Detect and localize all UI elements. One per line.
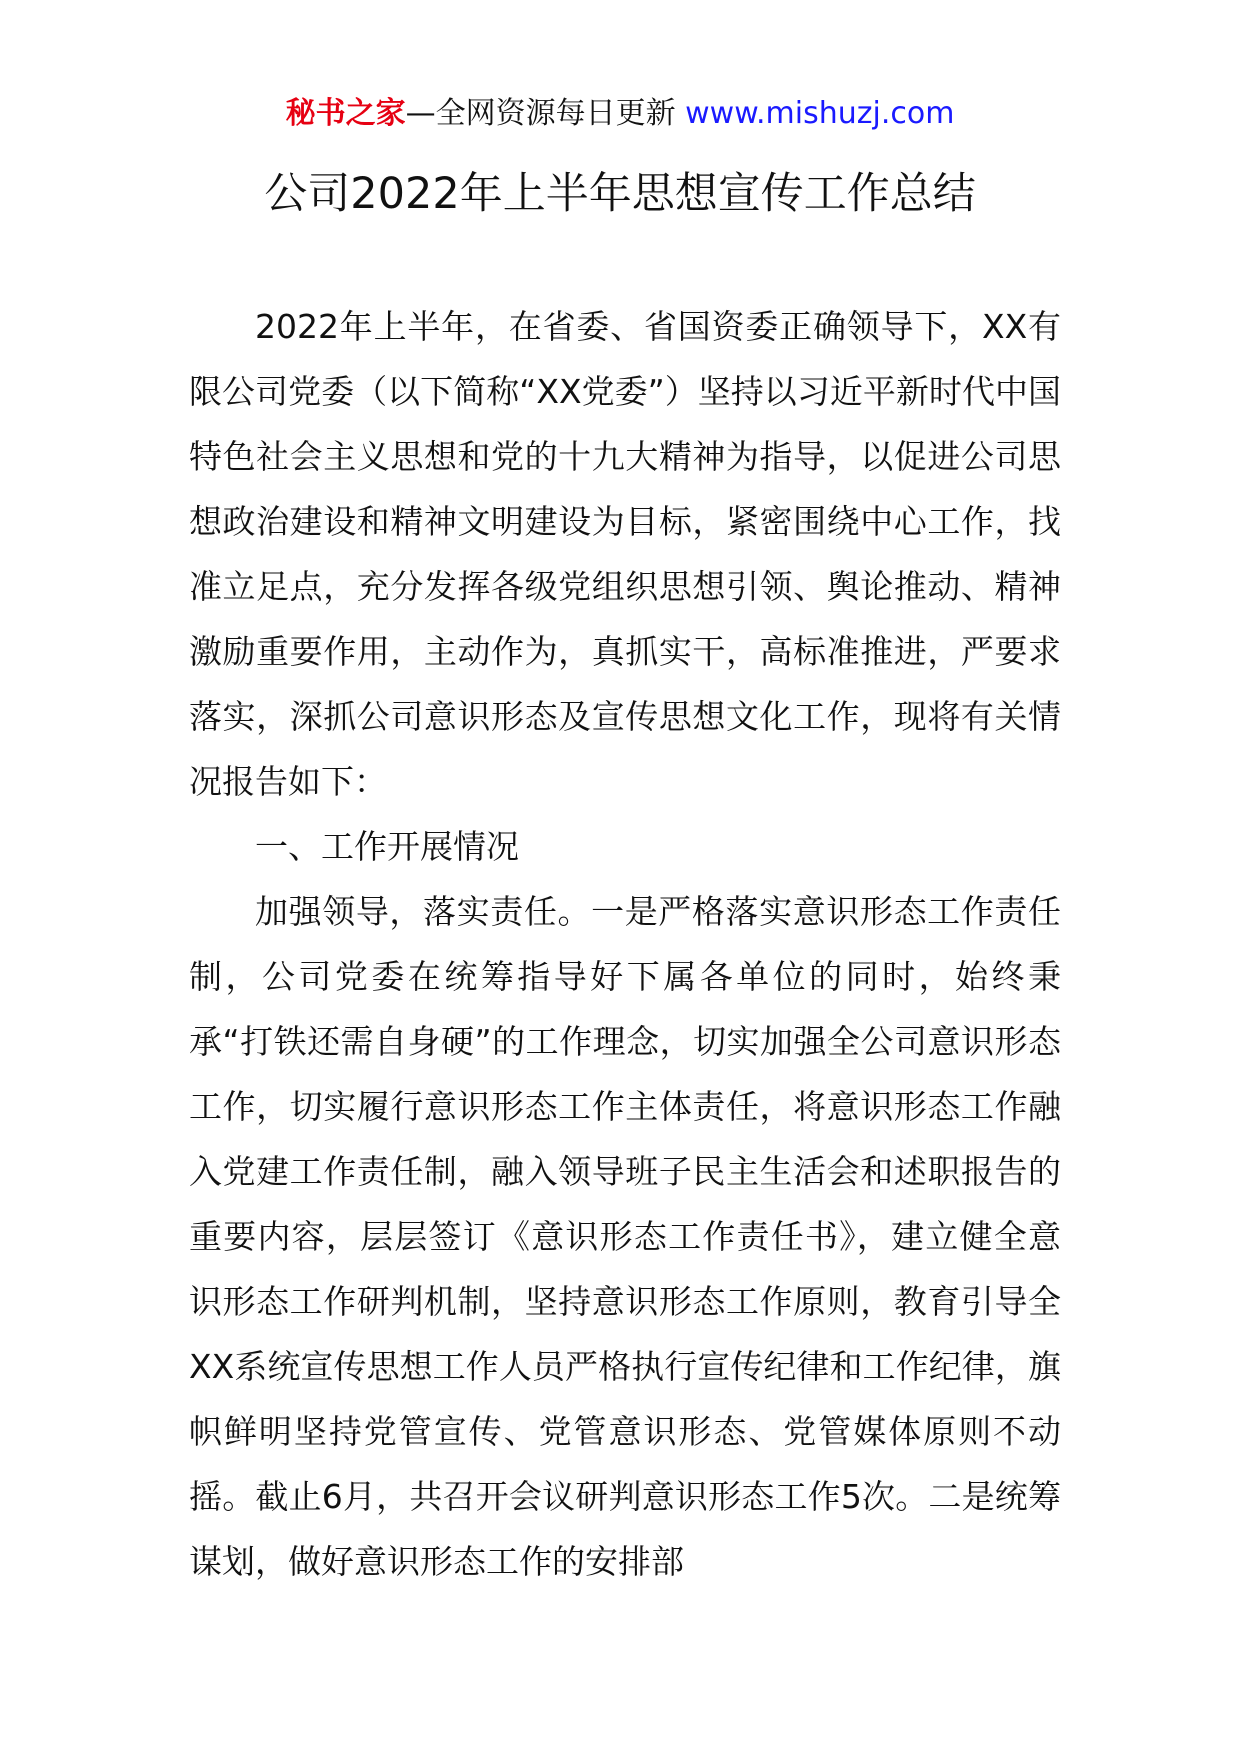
body-paragraph: 加强领导，落实责任。一是严格落实意识形态工作责任制，公司党委在统筹指导好下属各单位的同时，始终秉承“打铁还需自身硬”的工作理念，切实加强全公司意识形态工作，切实履行意识形态工作主体责任，将意识形态工作融入党建工作责任制，融入领导班子民主生活会和述职报告的重要内容，层层签订《意识形态工作责任书》，建立健全意识形态工作研判机制，坚持意识形态工作原则，教育引导全XX系统宣传思想工作人员严格执行宣传纪律和工作纪律，旗帜鲜明坚持党管宣传、党管意识形态、党管媒体原则不动摇。截止6月，共召开会议研判意识形态工作5次。二是统筹谋划，做好意识形态工作的安排部 xyxy=(189,892,1061,1581)
section-heading: 一、工作开展情况 xyxy=(255,827,519,866)
site-header xyxy=(0,94,1240,134)
header-tagline: —全网资源每日更新 xyxy=(405,96,676,131)
document-body xyxy=(189,294,1061,1594)
intro-paragraph: 2022年上半年，在省委、省国资委正确领导下，XX有限公司党委（以下简称“XX党委”）坚持以习近平新时代中国特色社会主义思想和党的十九大精神为指导，以促进公司思想政治建设和精神文明建设为目标，紧密围绕中心工作，找准立足点，充分发挥各级党组织思想引领、舆论推动、精神激励重要作用，主动作为，真抓实干，高标准推进，严要求落实，深抓公司意识形态及宣传思想文化工作，现将有关情况报告如下： xyxy=(189,307,1061,801)
site-url-link[interactable]: www.mishuzj.com xyxy=(685,96,955,131)
brand-name: 秘书之家 xyxy=(285,96,406,131)
document-title: 公司2022年上半年思想宣传工作总结 xyxy=(264,169,976,219)
